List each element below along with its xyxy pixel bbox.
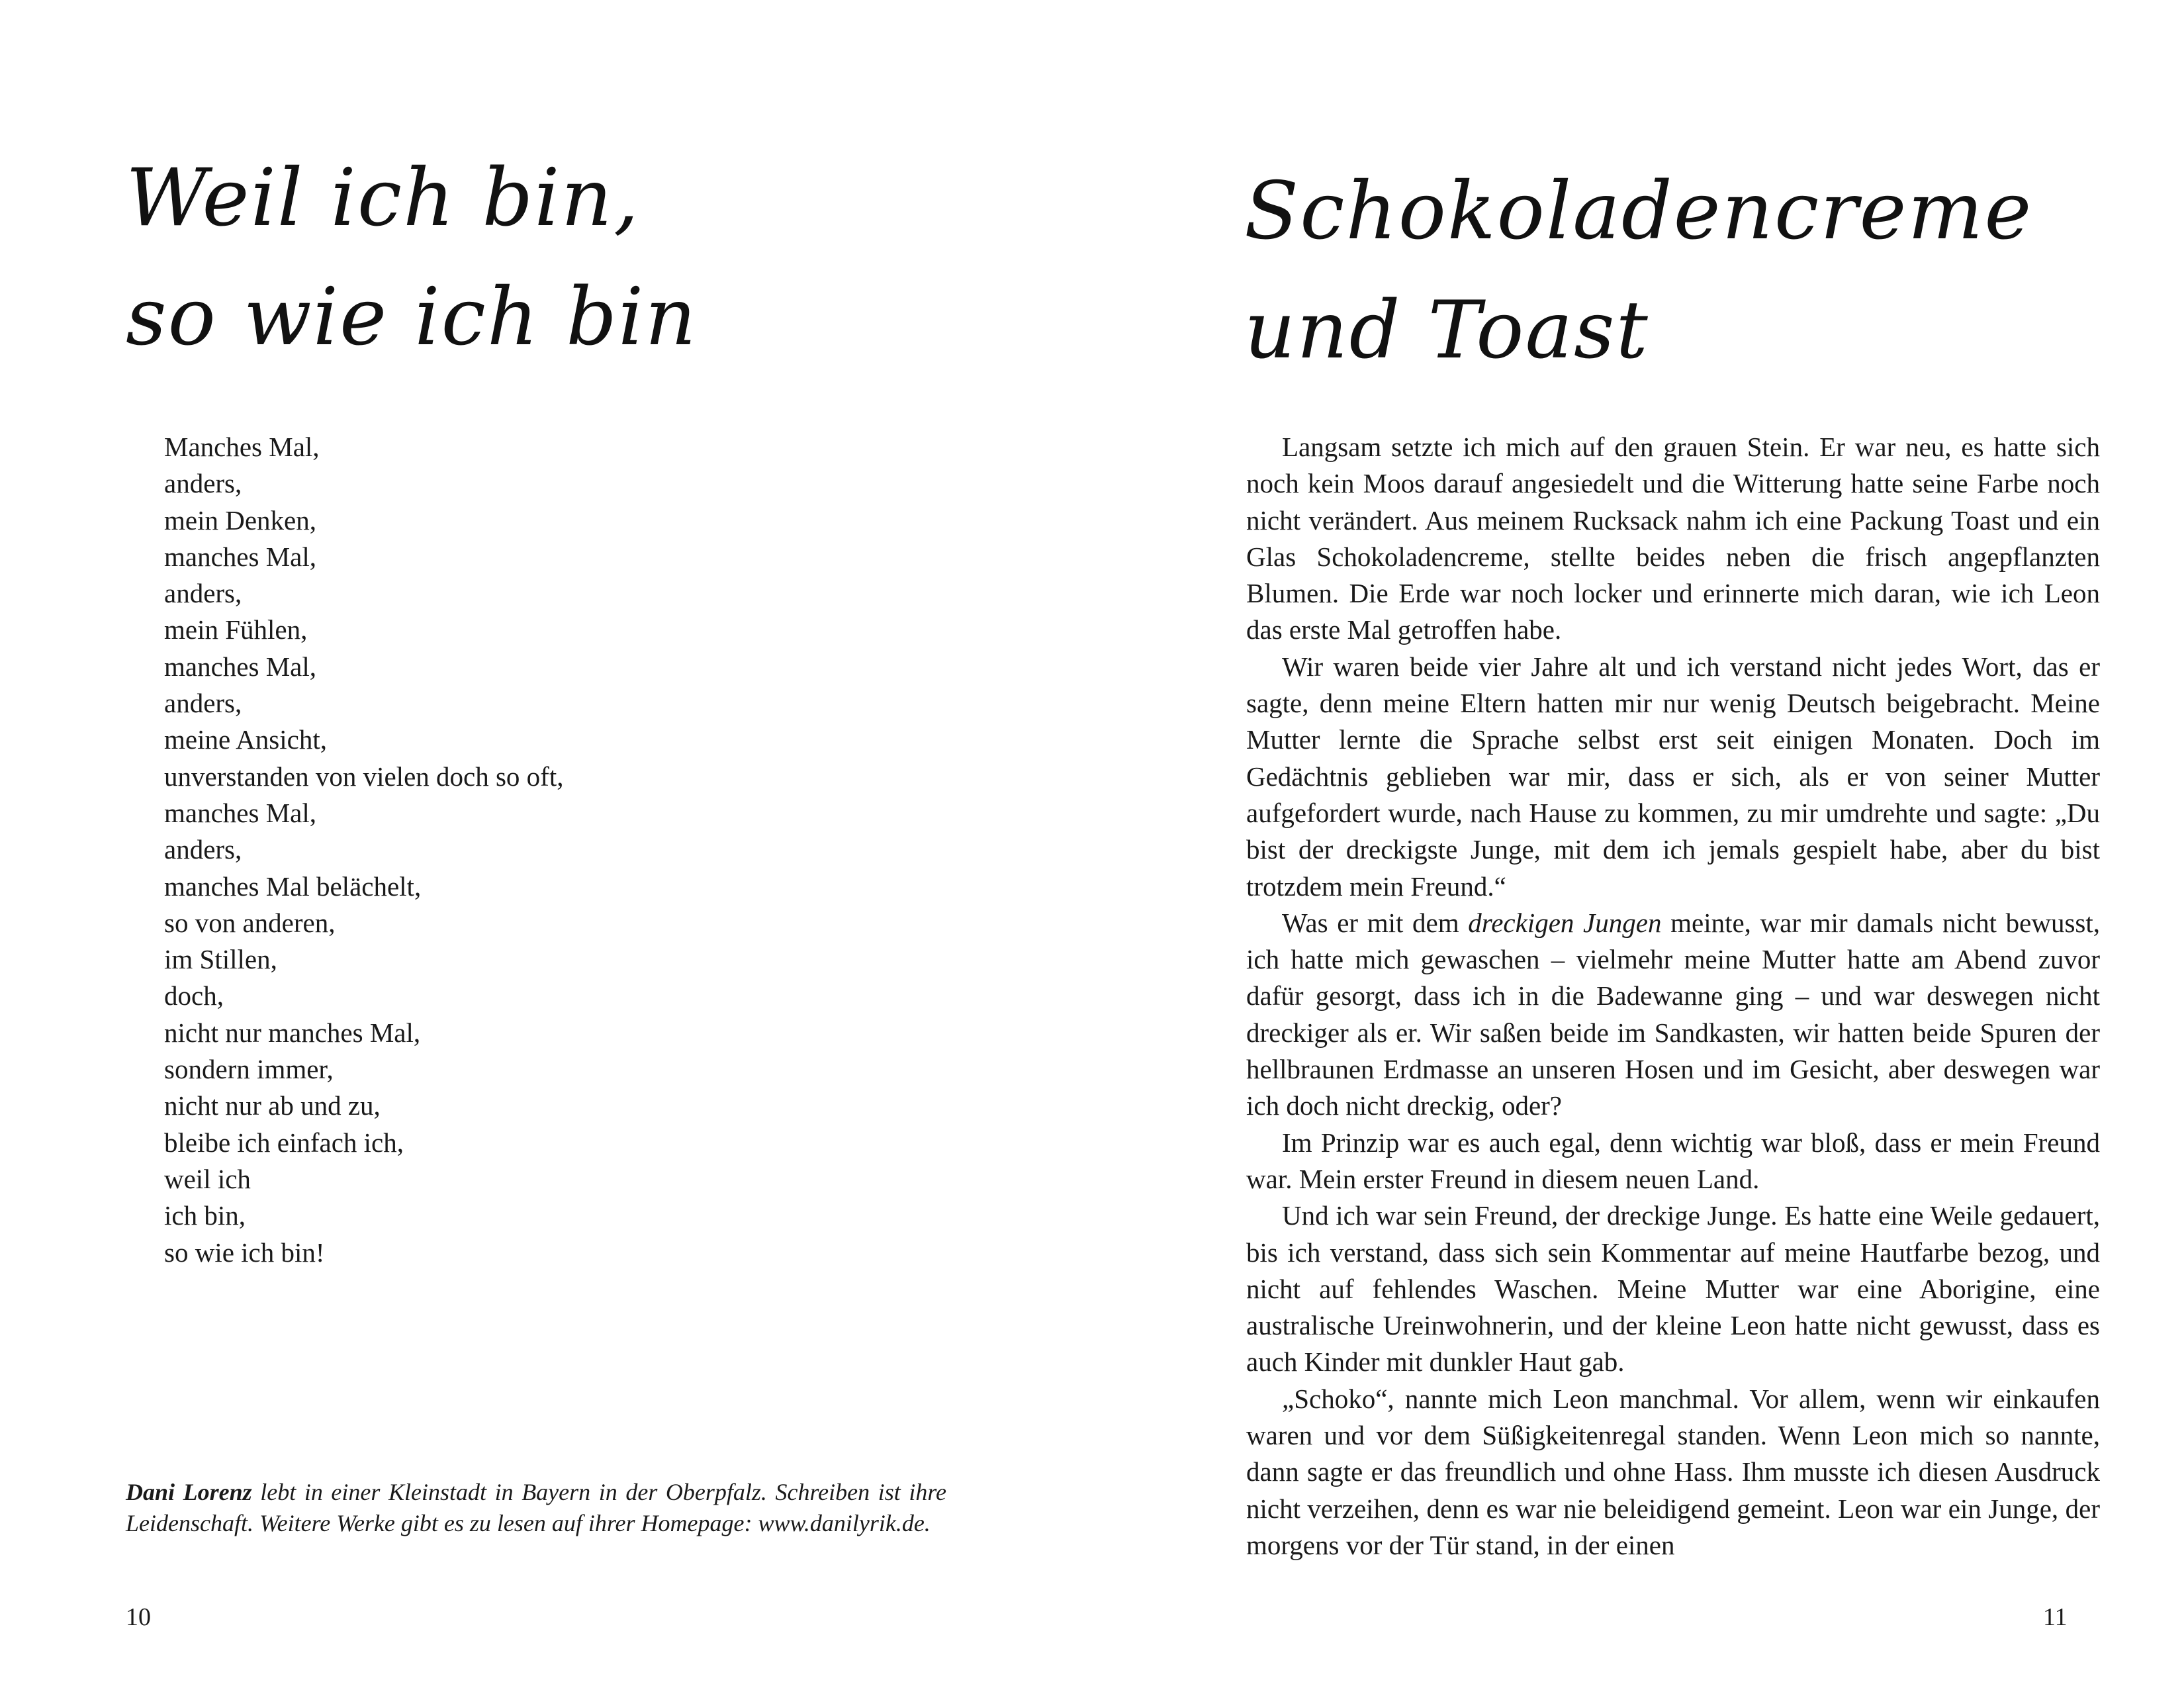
poem-line: so von anderen, (164, 907, 336, 938)
poem-line: anders, (164, 578, 242, 609)
poem-line: mein Denken, (164, 504, 316, 536)
poem-line: meine Ansicht, (164, 724, 327, 755)
paragraph-text: Was er mit dem (1282, 907, 1469, 938)
author-bio (126, 1477, 946, 1539)
poem-body (164, 429, 694, 1271)
right-page (1092, 0, 2184, 1688)
story-paragraph: Und ich war sein Freund, der dreckige Junge. Es hatte eine Weile gedauert, bis ich verstand, dass sich sein Kommentar auf meine Hautfarbe bezog, und nicht auf fehlendes Waschen. Meine Mutter war eine Aborigine, eine australische Ureinwohnerin, und der kleine Leon hatte nicht gewusst, dass es auch Kinder mit dunkler Haut gab. (1246, 1200, 2100, 1378)
poem-line: weil ich (164, 1163, 251, 1194)
paragraph-text: meinte, war mir damals nicht bewusst, ich hatte mich gewaschen – vielmehr meine Mutter hatte am Abend zuvor dafür gesorgt, dass ich in die Badewanne ging – und war deswegen nicht dreckiger als er. Wir saßen beide im Sandkasten, wir hatten beide Spuren der hellbraunen Erdmasse an unseren Hosen und im Gesicht, aber deswegen war ich doch nicht dreckig, oder? (1246, 907, 2101, 1121)
poem-title (126, 139, 698, 377)
poem-line: mein Fühlen, (164, 614, 308, 645)
poem-line: Manches Mal, (164, 432, 320, 462)
story-title-line-1: Schokoladencreme (1244, 165, 2033, 258)
poem-line: manches Mal, (164, 541, 316, 572)
page-number-left: 10 (126, 1603, 151, 1631)
poem-line: im Stillen, (164, 944, 277, 975)
story-title-line-2: und Toast (1244, 285, 1649, 377)
poem-line: anders, (164, 468, 242, 499)
bio-author-name: Dani Lorenz (126, 1479, 252, 1505)
poem-line: anders, (164, 834, 242, 865)
poem-line: so wie ich bin! (164, 1237, 325, 1268)
poem-title-line-2: so wie ich bin (126, 271, 698, 363)
emphasized-phrase: dreckigen Jungen (1468, 907, 1662, 938)
poem-line: manches Mal, (164, 797, 316, 828)
poem-line: manches Mal, (164, 651, 316, 682)
poem-title-line-1: Weil ich bin, (126, 152, 641, 244)
story-paragraph (1246, 905, 2100, 1125)
poem-line: sondern immer, (164, 1054, 334, 1085)
story-body (1246, 429, 2100, 1564)
story-title (1244, 152, 2032, 391)
poem-line: bleibe ich einfach ich, (164, 1127, 404, 1158)
poem-line: unverstanden von vielen doch so oft, (164, 761, 564, 792)
poem-line: nicht nur manches Mal, (164, 1017, 421, 1048)
page-number-right: 11 (2043, 1603, 2068, 1631)
poem-line: doch, (164, 980, 224, 1011)
story-paragraph: Langsam setzte ich mich auf den grauen Stein. Er war neu, es hatte sich noch kein Moos darauf angesiedelt und die Witterung hatte seine Farbe noch nicht verändert. Aus meinem Rucksack nahm ich eine Packung Toast und ein Glas Schokoladencreme, stellte beides neben die frisch angepflanzten Blumen. Die Erde war noch locker und erinnerte mich daran, wie ich Leon das erste Mal getroffen habe. (1246, 432, 2100, 645)
poem-line: ich bin, (164, 1200, 246, 1231)
poem-line: nicht nur ab und zu, (164, 1090, 381, 1121)
bio-text: lebt in einer Kleinstadt in Bayern in der Oberpfalz. Schreiben ist ihre Leidenschaft. Weitere Werke gibt es zu lesen auf ihrer Homepage: www.danilyrik.de. (126, 1479, 946, 1536)
story-paragraph: „Schoko“, nannte mich Leon manchmal. Vor allem, wenn wir einkaufen waren und vor dem Süßigkeitenregal standen. Wenn Leon mich so nannte, dann sagte er das freundlich und ohne Hass. Ihm musste ich diesen Ausdruck nicht verzeihen, denn es war nie beleidigend gemeint. Leon war ein Junge, der morgens vor der Tür stand, in der einen (1246, 1383, 2100, 1560)
poem-line: manches Mal belächelt, (164, 870, 422, 902)
story-paragraph: Im Prinzip war es auch egal, denn wichtig war bloß, dass er mein Freund war. Mein erster Freund in diesem neuen Land. (1246, 1127, 2100, 1194)
poem-line: anders, (164, 688, 242, 719)
story-paragraph: Wir waren beide vier Jahre alt und ich verstand nicht jedes Wort, das er sagte, denn meine Eltern hatten mir nur wenig Deutsch beigebracht. Meine Mutter lernte die Sprache selbst erst seit einigen Monaten. Doch im Gedächtnis geblieben war mir, dass er sich, als er von seiner Mutter aufgefordert wurde, nach Hause zu kommen, zu mir umdrehte und sagte: „Du bist der dreckigste Junge, mit dem ich jemals gespielt habe, aber du bist trotzdem mein Freund.“ (1246, 651, 2100, 902)
